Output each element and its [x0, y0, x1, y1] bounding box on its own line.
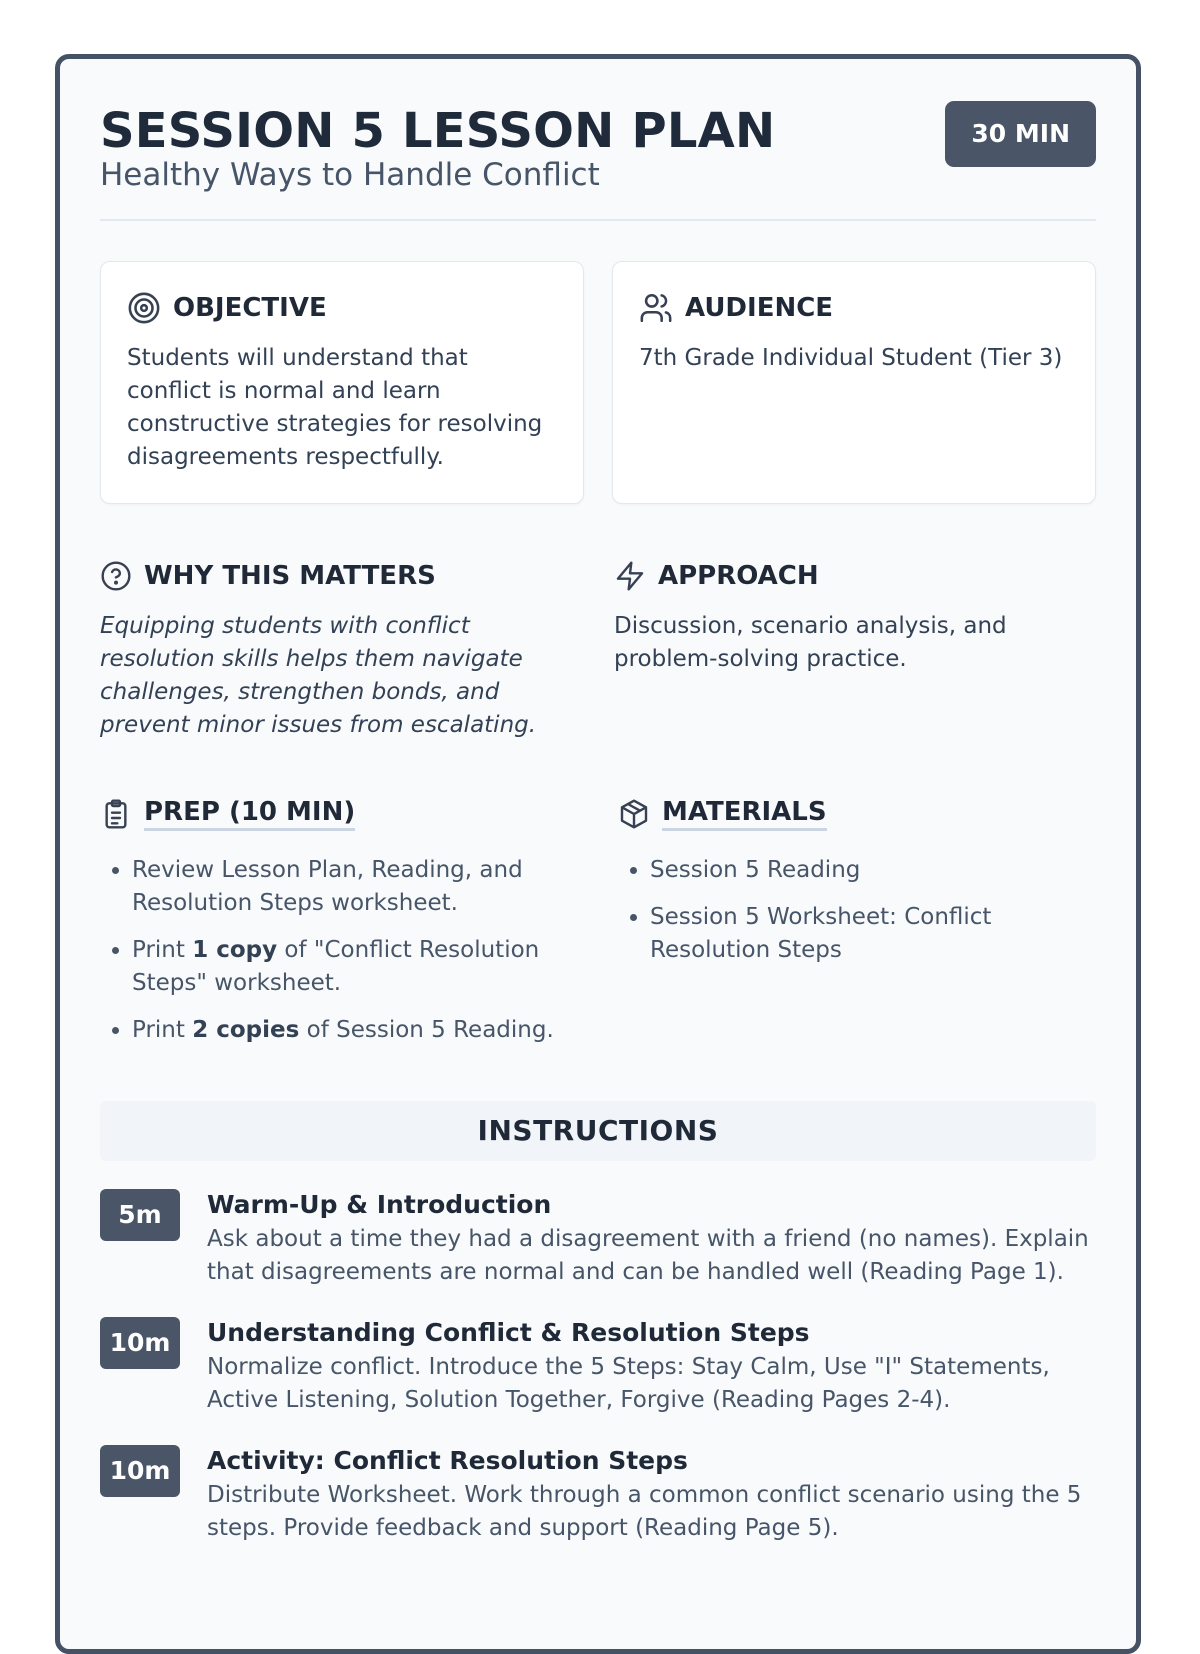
- lightning-icon: [614, 560, 646, 592]
- step-desc: Distribute Worksheet. Work through a common conflict scenario using the 5 steps. Provide feedback and support (Reading Page 5).: [207, 1482, 1082, 1541]
- step-body: [207, 1443, 1096, 1545]
- why-text: Equipping students with conflict resolution skills helps them navigate challenges, strengthen bonds, and prevent minor issues from escalating.: [100, 613, 537, 738]
- prep-heading-label: PREP (10 MIN): [144, 797, 355, 831]
- target-icon: [127, 291, 161, 325]
- materials-list: [618, 854, 1096, 967]
- audience-heading: [639, 288, 1069, 328]
- list-item: • Session 5 Reading: [650, 854, 1096, 887]
- audience-heading-label: AUDIENCE: [685, 293, 834, 323]
- step-time-badge: 10m: [100, 1445, 180, 1497]
- box-icon: [618, 798, 650, 830]
- why-section: [100, 556, 582, 742]
- step-body: [207, 1315, 1096, 1417]
- instruction-step: [100, 1187, 1096, 1289]
- instruction-step: [100, 1443, 1096, 1545]
- why-heading: [100, 556, 582, 596]
- objective-text: Students will understand that conflict is normal and learn constructive strategies for resolving disagreements respectfully.: [127, 345, 543, 470]
- step-body: [207, 1187, 1096, 1289]
- clipboard-icon: [100, 798, 132, 830]
- list-item: • Print 2 copies of Session 5 Reading.: [132, 1014, 578, 1047]
- info-boxes: [100, 261, 1096, 504]
- prep-materials-row: [100, 794, 1096, 1061]
- instructions-heading: INSTRUCTIONS: [100, 1101, 1096, 1161]
- objective-heading-label: OBJECTIVE: [173, 293, 327, 323]
- materials-heading: [618, 794, 1096, 834]
- step-title: Activity: Conflict Resolution Steps: [207, 1446, 688, 1475]
- approach-text: Discussion, scenario analysis, and problem-solving practice.: [614, 613, 1007, 672]
- step-title: Warm-Up & Introduction: [207, 1190, 552, 1219]
- step-time-badge: 10m: [100, 1317, 180, 1369]
- list-item: • Review Lesson Plan, Reading, and Resolution Steps worksheet.: [132, 854, 578, 920]
- approach-section: [614, 556, 1096, 742]
- page-subtitle: Healthy Ways to Handle Conflict: [100, 157, 600, 193]
- prep-heading: [100, 794, 578, 834]
- duration-badge: 30 MIN: [945, 101, 1096, 167]
- help-circle-icon: [100, 560, 132, 592]
- step-title: Understanding Conflict & Resolution Steps: [207, 1318, 810, 1347]
- step-time-badge: 5m: [100, 1189, 180, 1241]
- header: [100, 99, 1096, 221]
- list-item: • Print 1 copy of "Conflict Resolution Steps" worksheet.: [132, 934, 578, 1000]
- list-item: • Session 5 Worksheet: Conflict Resolution Steps: [650, 901, 1096, 967]
- prep-list: [100, 854, 578, 1047]
- objective-box: [100, 261, 584, 504]
- approach-heading: [614, 556, 1096, 596]
- prep-section: [100, 794, 578, 1061]
- step-desc: Normalize conflict. Introduce the 5 Steps: Stay Calm, Use "I" Statements, Active Listening, Solution Together, Forgive (Reading Pages 2-4).: [207, 1354, 1050, 1413]
- materials-section: [610, 794, 1096, 1061]
- materials-heading-label: MATERIALS: [662, 797, 827, 831]
- approach-heading-label: APPROACH: [658, 561, 819, 591]
- page-title: SESSION 5 LESSON PLAN: [100, 103, 776, 159]
- instruction-step: [100, 1315, 1096, 1417]
- users-icon: [639, 291, 673, 325]
- why-heading-label: WHY THIS MATTERS: [144, 561, 436, 591]
- audience-box: [612, 261, 1096, 504]
- audience-text: 7th Grade Individual Student (Tier 3): [639, 345, 1063, 371]
- why-approach-row: [100, 556, 1096, 742]
- step-desc: Ask about a time they had a disagreement with a friend (no names). Explain that disagreements are normal and can be handled well (Reading Page 1).: [207, 1226, 1089, 1285]
- lesson-plan-card: [55, 54, 1141, 1654]
- objective-heading: [127, 288, 557, 328]
